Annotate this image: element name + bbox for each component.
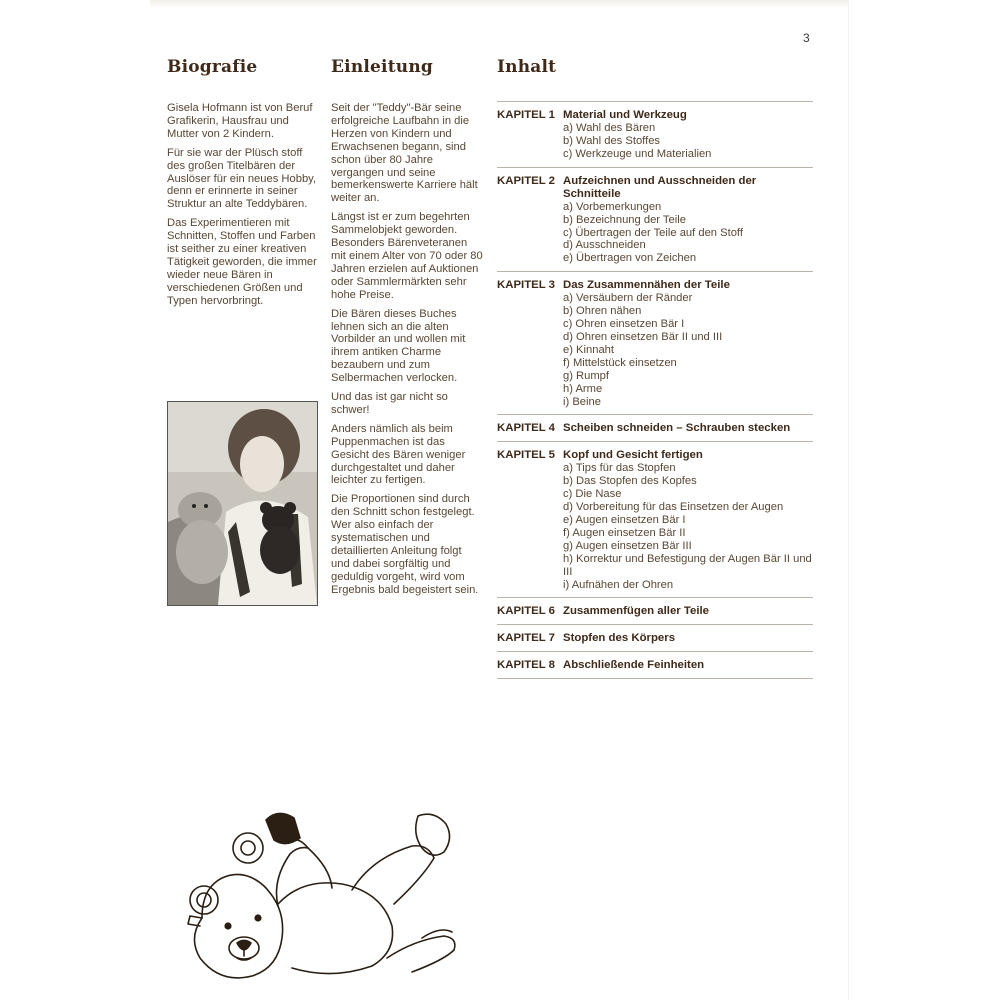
toc-chapter-6: [497, 598, 813, 624]
toc-item: e) Übertragen von Zeichen: [563, 252, 697, 265]
toc-item: b) Ohren nähen: [563, 305, 642, 318]
biografie-paragraph: Das Experimentieren mit Schnitten, Stoffen und Farben ist seither zu einer kreativen Tätigkeit geworden, die immer wieder neue Bären in verschiedenen Größen und Typen hervorbringt.: [167, 217, 317, 307]
toc-item: i) Beine: [563, 395, 601, 408]
table-of-contents: [497, 101, 813, 679]
biografie-paragraph: Für sie war der Plüsch stoff des großen Titelbären der Auslöser für ein neues Hobby, denn er erinnerte in seiner Struktur an alte Teddybären.: [167, 146, 317, 211]
chapter-title: Stopfen des Körpers: [563, 632, 676, 645]
toc-item: e) Augen einsetzen Bär I: [563, 514, 686, 527]
scan-margin-right: [848, 0, 1000, 1000]
toc-chapter-2: [497, 168, 813, 272]
toc-item: b) Das Stopfen des Kopfes: [563, 475, 697, 488]
toc-item: c) Ohren einsetzen Bär I: [563, 318, 685, 331]
chapter-title: Aufzeichnen und Ausschneiden der Schnitteile: [563, 174, 757, 200]
author-photo: [167, 401, 318, 606]
toc-item: d) Ausschneiden: [563, 239, 646, 252]
chapter-number: KAPITEL 5: [497, 449, 556, 462]
toc-divider: [497, 678, 813, 679]
chapter-items: [497, 292, 813, 408]
chapter-title: Zusammenfügen aller Teile: [563, 605, 710, 618]
toc-item: h) Korrektur und Befestigung der Augen Bär II und III: [563, 552, 812, 578]
chapter-title: Kopf und Gesicht fertigen: [563, 449, 703, 462]
chapter-number: KAPITEL 8: [497, 659, 556, 672]
author-photo-image: [168, 402, 317, 605]
toc-chapter-1: [497, 102, 813, 167]
einleitung-paragraph: Anders nämlich als beim Puppenmachen ist das Gesicht des Bären weniger durchgestaltet und daher leichter zu fertigen.: [331, 422, 466, 487]
chapter-number: KAPITEL 2: [497, 174, 556, 187]
heading-biografie: Biografie: [167, 57, 258, 77]
toc-item: f) Augen einsetzen Bär II: [563, 526, 686, 539]
chapter-number: KAPITEL 6: [497, 605, 556, 618]
chapter-items: [497, 462, 813, 591]
chapter-items: [497, 122, 813, 161]
einleitung-paragraph: Und das ist gar nicht so schwer!: [331, 391, 448, 416]
toc-chapter-3: [497, 272, 813, 414]
toc-item: b) Wahl des Stoffes: [563, 134, 661, 147]
einleitung-paragraph: Seit der "Teddy"-Bär seine erfolgreiche Laufbahn in die Herzen von Kindern und Erwachsenen begann, sind schon über 80 Jahre vergangen und seine bemerkenswerte Karriere hält weiter an.: [331, 102, 478, 205]
toc-item: g) Rumpf: [563, 369, 610, 382]
chapter-number: KAPITEL 4: [497, 422, 556, 435]
chapter-number: KAPITEL 3: [497, 279, 556, 292]
biografie-column: [167, 102, 319, 314]
einleitung-paragraph: Die Proportionen sind durch den Schnitt schon festgelegt. Wer also einfach der systematischen und detaillierten Anleitung folgt und dabei sorgfältig und geduldig vorgeht, wird vom Ergebnis bald begeistert sein.: [331, 493, 479, 596]
toc-item: b) Bezeichnung der Teile: [563, 213, 686, 226]
chapter-title: Das Zusammennähen der Teile: [563, 279, 730, 292]
toc-item: h) Arme: [563, 382, 603, 395]
toc-item: d) Ohren einsetzen Bär II und III: [563, 330, 723, 343]
toc-chapter-7: [497, 625, 813, 651]
scan-margin-left: [0, 0, 150, 1000]
chapter-title: Abschließende Feinheiten: [563, 659, 705, 672]
toc-item: g) Augen einsetzen Bär III: [563, 539, 692, 552]
chapter-number: KAPITEL 7: [497, 632, 556, 645]
toc-item: a) Vorbemerkungen: [563, 200, 662, 213]
toc-item: i) Aufnähen der Ohren: [563, 578, 674, 591]
page-number: 3: [803, 31, 810, 45]
chapter-items: [497, 201, 813, 266]
toc-chapter-4: [497, 415, 813, 441]
toc-item: c) Die Nase: [563, 488, 622, 501]
toc-item: e) Kinnaht: [563, 343, 614, 356]
chapter-number: KAPITEL 1: [497, 109, 556, 121]
toc-item: a) Tips für das Stopfen: [563, 462, 676, 475]
heading-inhalt: Inhalt: [497, 57, 557, 77]
toc-item: c) Werkzeuge und Materialien: [563, 147, 712, 160]
chapter-title: Scheiben schneiden – Schrauben stecken: [563, 422, 791, 435]
einleitung-column: [331, 102, 483, 603]
toc-chapter-8: [497, 652, 813, 678]
biografie-paragraph: Gisela Hofmann ist von Beruf Grafikerin, Hausfrau und Mutter von 2 Kindern.: [167, 102, 313, 140]
chapter-title: Material und Werkzeug: [563, 109, 687, 121]
heading-einleitung: Einleitung: [331, 57, 433, 77]
einleitung-paragraph: Die Bären dieses Buches lehnen sich an die alten Vorbilder an und wollen mit ihrem antiken Charme bezaubern und zum Selbermachen verlocken.: [331, 307, 466, 385]
toc-item: d) Vorbereitung für das Einsetzen der Augen: [563, 501, 784, 514]
toc-item: f) Mittelstück einsetzen: [563, 356, 677, 369]
einleitung-paragraph: Längst ist er zum begehrten Sammelobjekt geworden. Besonders Bärenveteranen mit einem Alter von 70 oder 80 Jahren erzielen auf Auktionen oder Sammlermärkten sehr hohe Preise.: [331, 211, 483, 301]
toc-item: a) Wahl des Bären: [563, 122, 656, 134]
toc-item: a) Versäubern der Ränder: [563, 292, 693, 305]
scan-margin-top: [150, 0, 850, 8]
toc-chapter-5: [497, 442, 813, 597]
teddy-bear-illustration: [182, 808, 464, 988]
toc-item: c) Übertragen der Teile auf den Stoff: [563, 226, 743, 239]
